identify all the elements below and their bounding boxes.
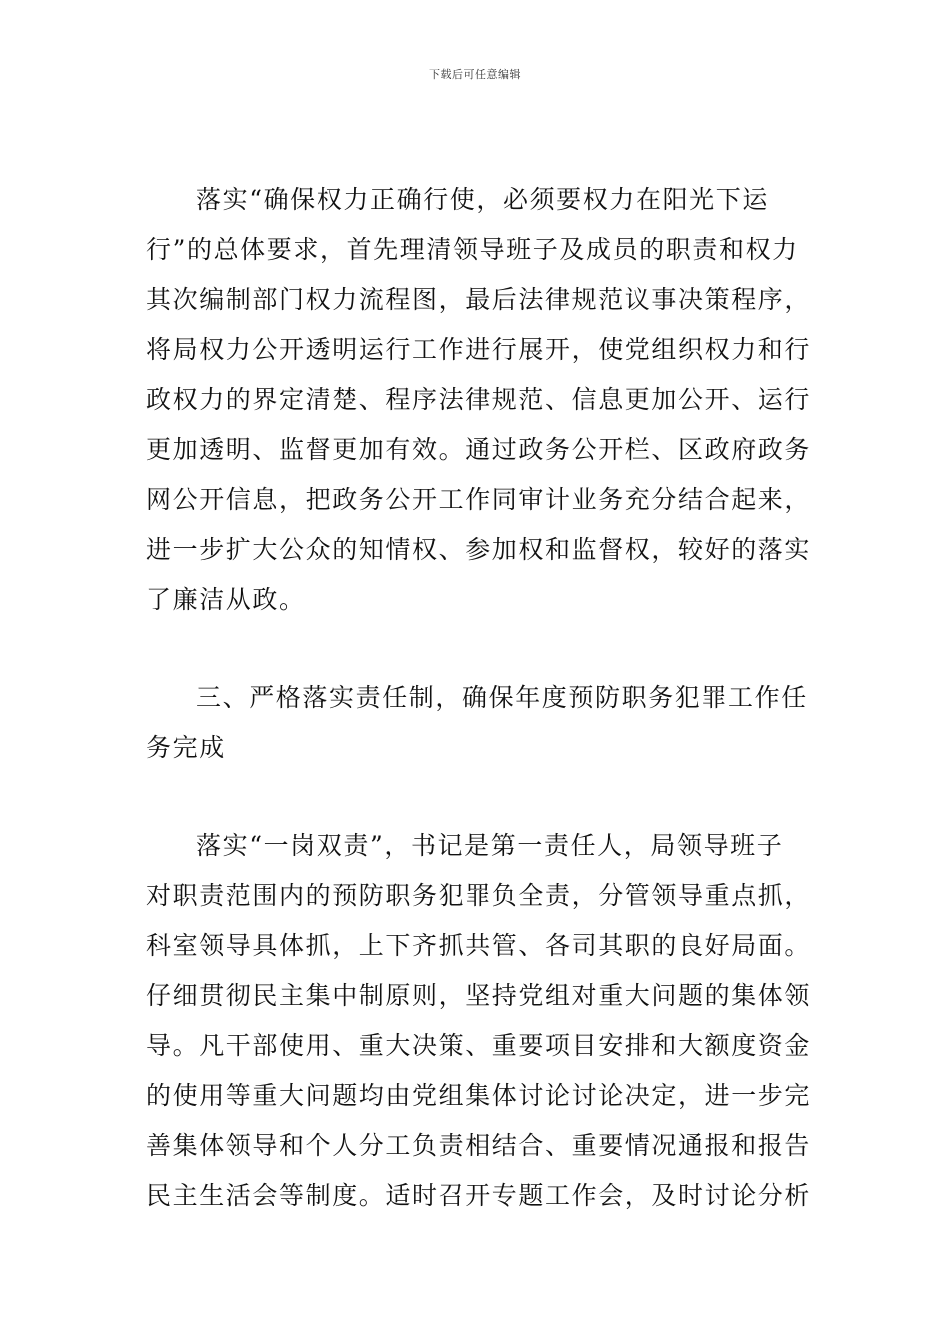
paragraph-1-line-6: 更加透明、监督更加有效。通过政务公开栏、区政府政务 (146, 435, 812, 464)
paragraph-3-line-6: 的使用等重大问题均由党组集体讨论讨论决定，进一步完 (146, 1081, 812, 1110)
header-note: 下载后可任意编辑 (429, 68, 521, 81)
paragraph-3-line-5: 导。凡干部使用、重大决策、重要项目安排和大额度资金 (146, 1031, 812, 1060)
paragraph-1-line-2: 行”的总体要求，首先理清领导班子及成员的职责和权力 (146, 235, 799, 264)
paragraph-1-line-9: 了廉洁从政。 (146, 585, 306, 614)
paragraph-3-line-2: 对职责范围内的预防职务犯罪负全责，分管领导重点抓， (146, 881, 812, 910)
section-heading-line-2: 务完成 (146, 733, 226, 762)
paragraph-3-line-8: 民主生活会等制度。适时召开专题工作会，及时讨论分析 (146, 1181, 812, 1210)
paragraph-1-line-8: 进一步扩大公众的知情权、参加权和监督权，较好的落实 (146, 535, 812, 564)
paragraph-1-line-4: 将局权力公开透明运行工作进行展开，使党组织权力和行 (146, 335, 812, 364)
paragraph-3-line-4: 仔细贯彻民主集中制原则，坚持党组对重大问题的集体领 (146, 981, 812, 1010)
paragraph-1-line-5: 政权力的界定清楚、程序法律规范、信息更加公开、运行 (146, 385, 812, 414)
paragraph-1-line-7: 网公开信息，把政务公开工作同审计业务充分结合起来， (146, 485, 812, 514)
paragraph-3-line-3: 科室领导具体抓，上下齐抓共管、各司其职的良好局面。 (146, 931, 812, 960)
paragraph-3-line-1: 落实“一岗双责”，书记是第一责任人，局领导班子 (196, 831, 784, 860)
paragraph-3-line-7: 善集体领导和个人分工负责相结合、重要情况通报和报告 (146, 1131, 812, 1160)
paragraph-1-line-3: 其次编制部门权力流程图，最后法律规范议事决策程序， (146, 285, 812, 314)
section-heading-line-1: 三、严格落实责任制，确保年度预防职务犯罪工作任 (196, 683, 808, 712)
paragraph-1-line-1: 落实“确保权力正确行使，必须要权力在阳光下运 (196, 185, 769, 214)
